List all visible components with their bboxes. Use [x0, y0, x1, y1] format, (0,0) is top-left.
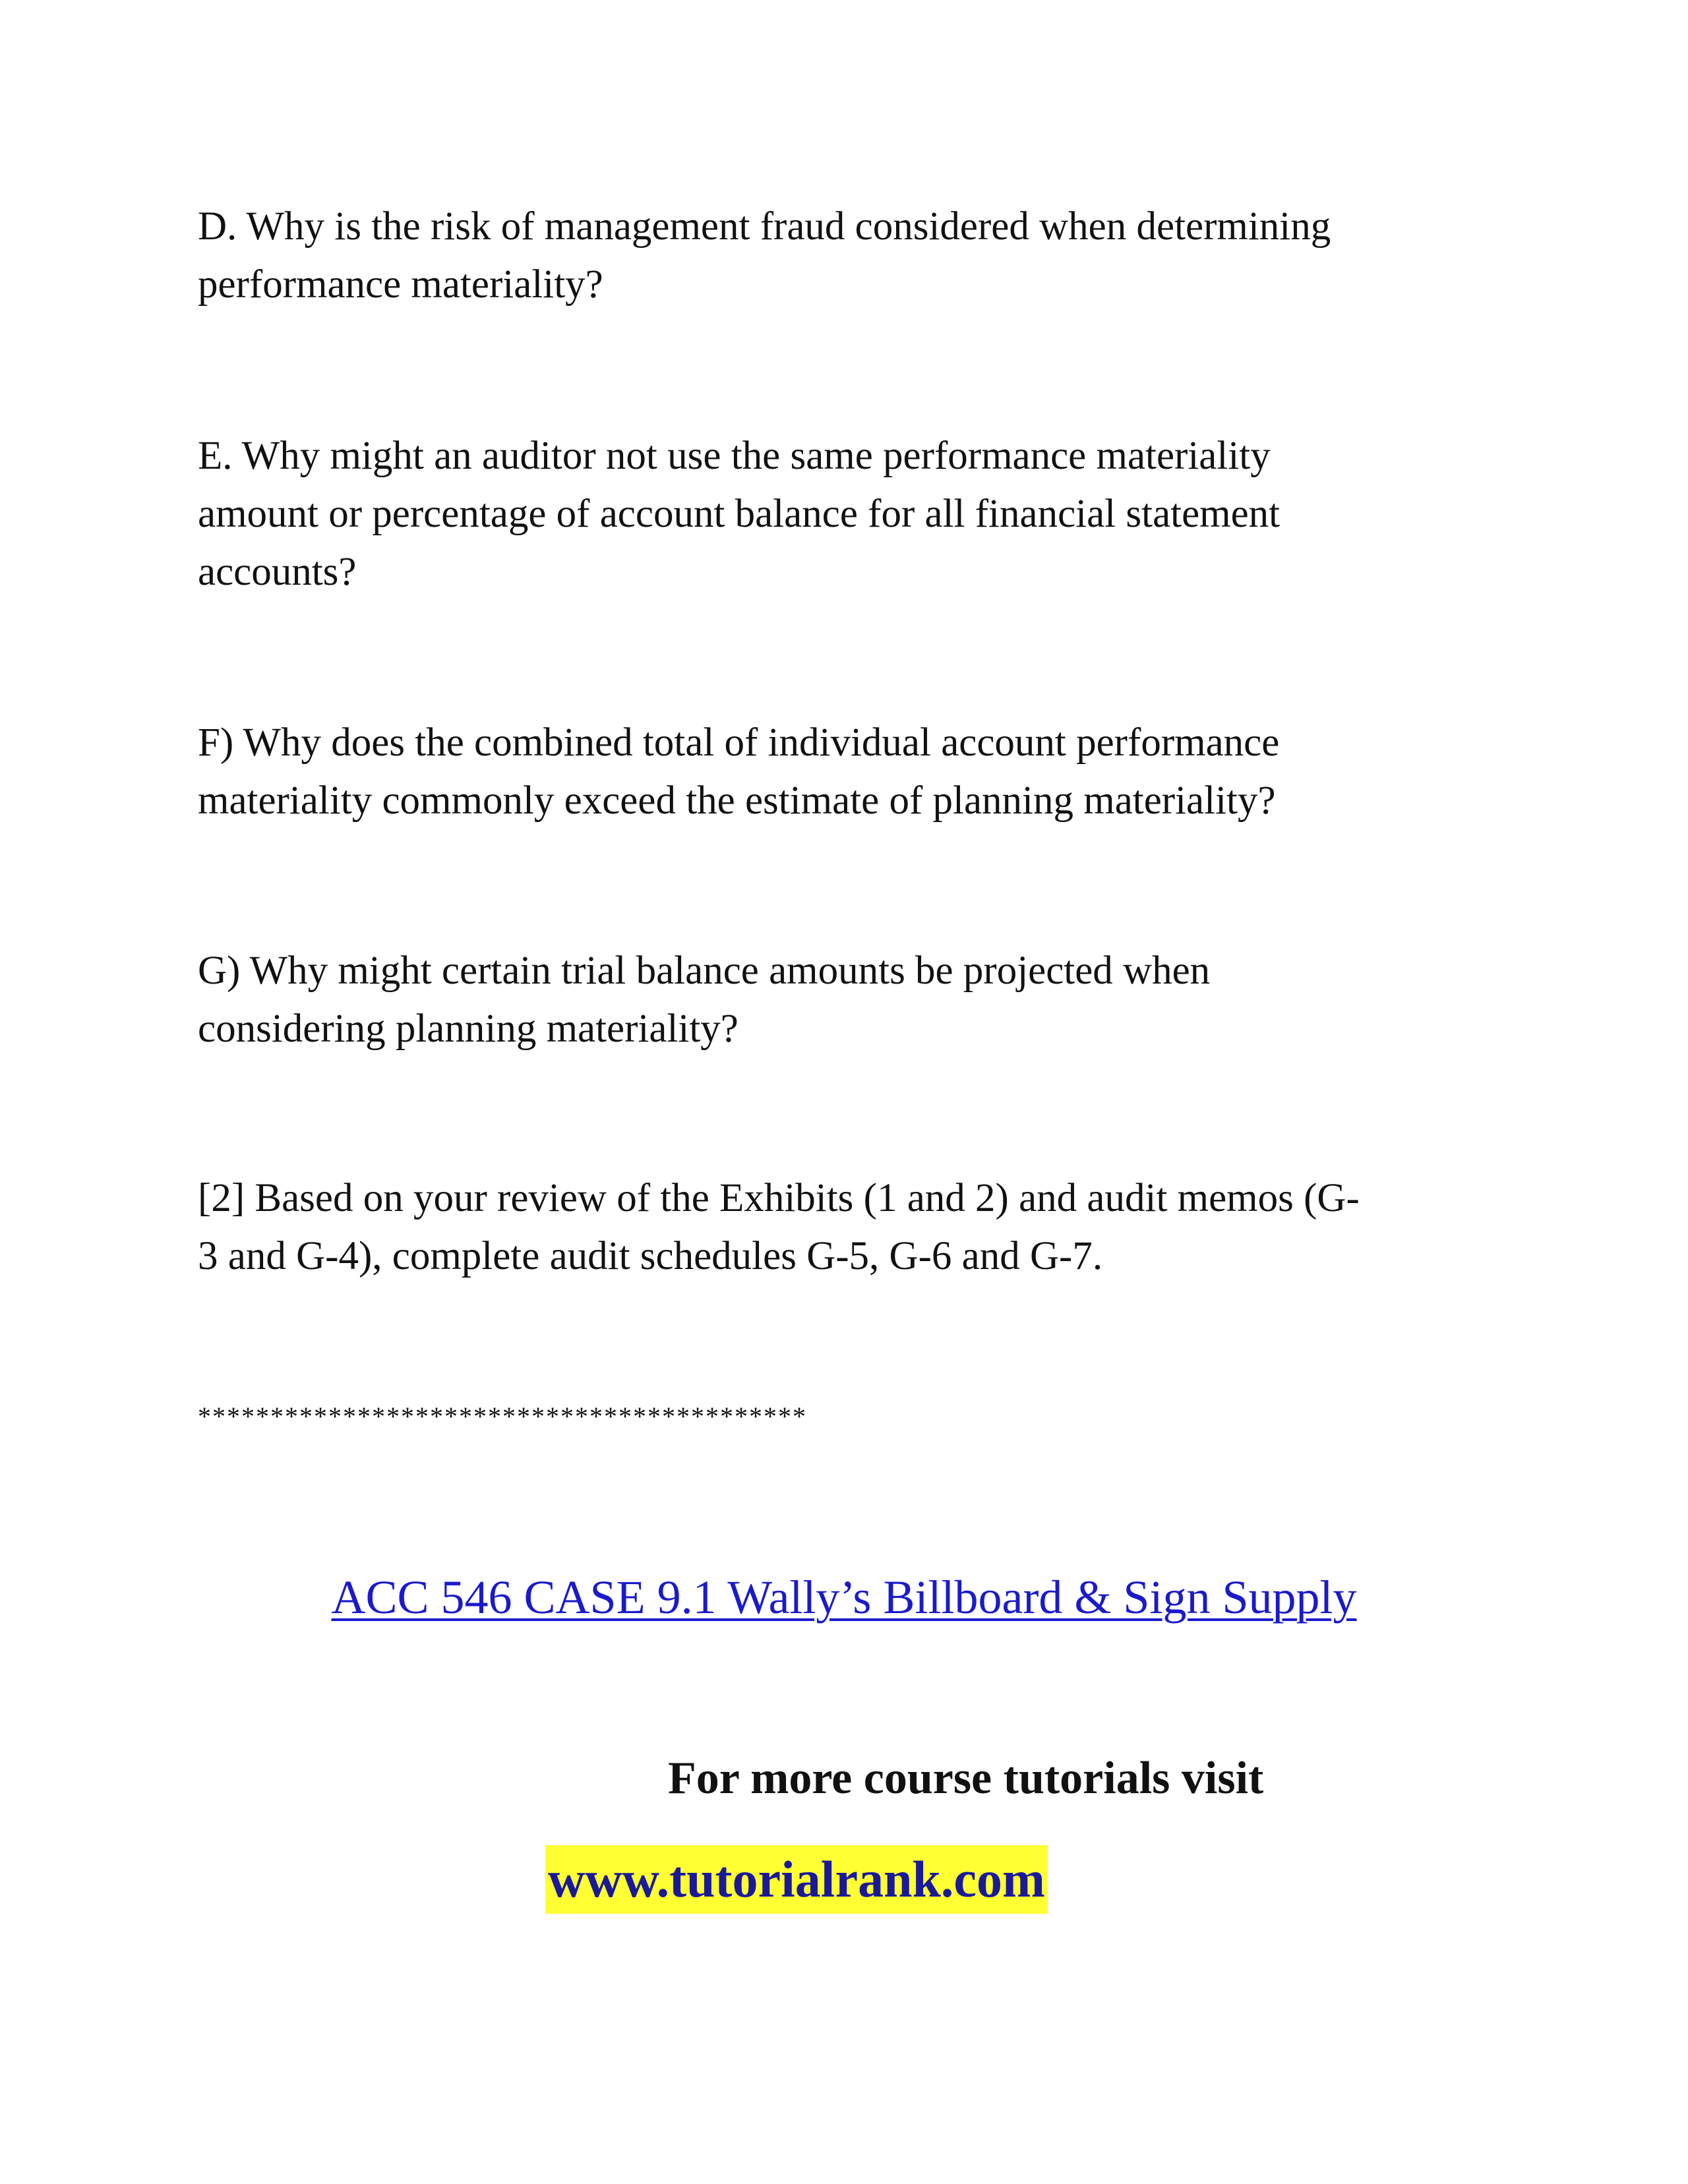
website-highlight: www.tutorialrank.com — [545, 1845, 1048, 1914]
question-line: D. Why is the risk of management fraud considered when determining — [198, 204, 1331, 249]
case-link-container — [0, 1568, 1688, 1627]
task-2 — [198, 1169, 1517, 1285]
question-g — [198, 942, 1517, 1058]
question-line: E. Why might an auditor not use the same performance materiality — [198, 434, 1271, 478]
question-line: materiality commonly exceed the estimate of planning materiality? — [198, 779, 1276, 823]
task-line: 3 and G-4), complete audit schedules G-5, G-6 and G-7. — [198, 1234, 1103, 1278]
question-d — [198, 198, 1517, 314]
question-line: performance materiality? — [198, 262, 603, 307]
question-line: F) Why does the combined total of individual account performance — [198, 721, 1280, 765]
question-f — [198, 714, 1517, 830]
case-link[interactable]: ACC 546 CASE 9.1 Wally’s Billboard & Sign Supply — [331, 1571, 1357, 1624]
question-line: considering planning materiality? — [198, 1007, 738, 1051]
question-line: G) Why might certain trial balance amounts be projected when — [198, 949, 1211, 993]
task-line: [2] Based on your review of the Exhibits (1 and 2) and audit memos (G- — [198, 1176, 1360, 1220]
question-e — [198, 427, 1517, 601]
question-line: accounts? — [198, 550, 357, 594]
more-tutorials-text: For more course tutorials visit — [668, 1753, 1264, 1804]
separator: ****************************************** — [198, 1402, 807, 1431]
question-line: amount or percentage of account balance for all financial statement — [198, 492, 1281, 536]
